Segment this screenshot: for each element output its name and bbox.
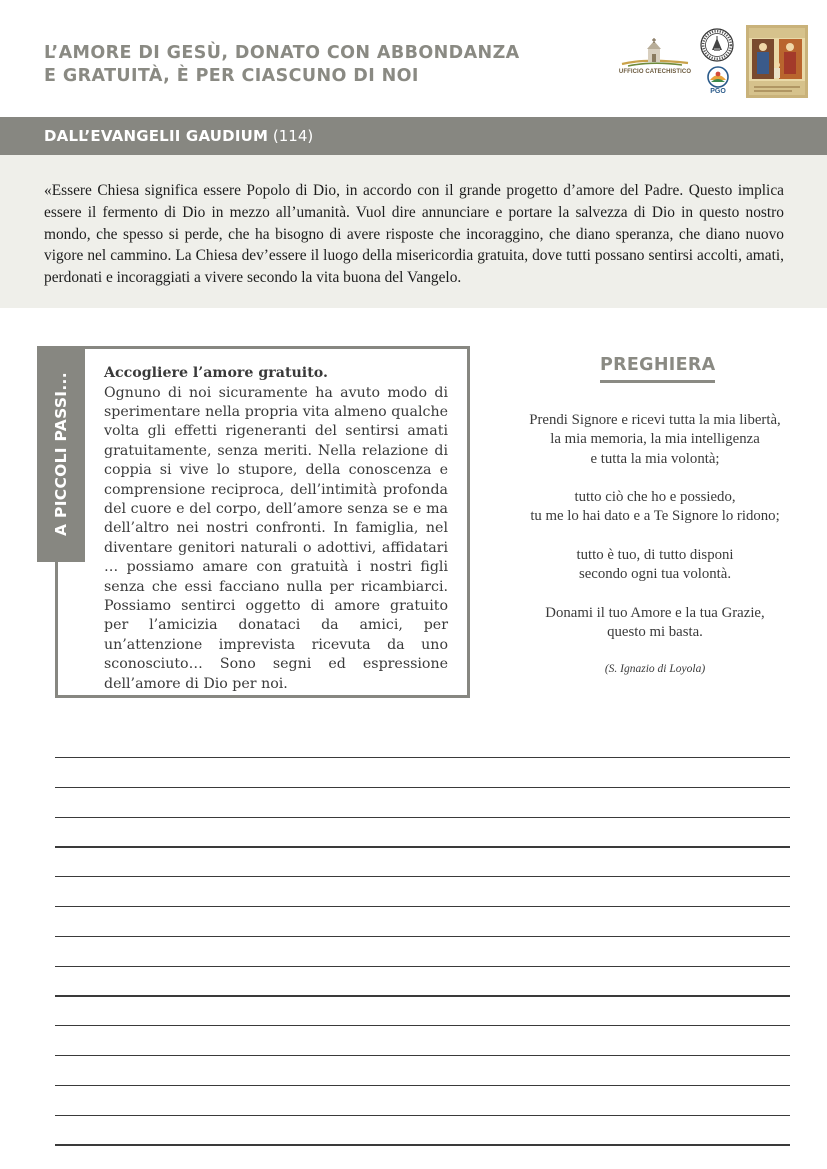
prayer-line: tutto ciò che ho e possiedo,	[574, 489, 736, 506]
writing-line	[55, 906, 790, 907]
prayer-line: Prendi Signore e ricevi tutta la mia libertà,	[529, 412, 781, 428]
writing-line	[55, 846, 790, 847]
quote-text: «Essere Chiesa significa essere Popolo di Dio, in accordo con il grande progetto d’amore del Padre. Questo implica essere il fermento di Dio in mezzo all’umanità. Vuol dire annunciare e portare la salvezza di Dio in questo nostro mondo, che spesso si perde, che ha bisogno di avere risposte che incoraggino, che diano speranza, che diano nuovo vigore nel cammino. La Chiesa dev’essere il luogo della misericordia gratuita, dove tutti possano sentirsi accolti, amati, perdonati e incoraggiati a vivere secondo la vita buona del Vangelo.	[44, 182, 784, 287]
small-steps-body: Ognuno di noi sicuramente ha avuto modo di sperimentare nella propria vita almeno qualche volta gli effetti rigeneranti del sentirsi amati gratuitamente, senza meriti. Nella relazione di coppia si vive lo stupore, della conoscenza e comprensione reciproca, dell’intimità profonda del cuore e del corpo, dell’amore senza se e ma dell’altro nei nostri confronti. In famiglia, nel diventare genitori naturali o adottivi, affidatari … possiamo amare con gratuità i nostri figli senza che essi facciano nulla per ricambiarci. Possiamo sentirci oggetto di amore gratuito per l’amicizia donataci da amici, per un’attenzione imprevista ricevuta da uno sconosciuto… Sono segni ed espressione dell’amore di Dio per noi.	[104, 384, 448, 692]
writing-line	[55, 1144, 790, 1145]
prayer-line: Donami il tuo Amore e la tua Grazie,	[545, 604, 765, 621]
writing-line	[55, 1025, 790, 1026]
small-steps-tab-label: A PICCOLI PASSI...	[52, 372, 70, 536]
logo-caption: UFFICIO CATECHISTICO	[618, 69, 692, 75]
section-title	[44, 127, 313, 145]
section-reference: (114)	[272, 127, 314, 145]
prayer-stanza	[500, 411, 810, 469]
page-title-line-2: E GRATUITÀ, È PER CIASCUNO DI NOI	[44, 66, 419, 86]
page-title	[44, 42, 564, 88]
writing-line	[55, 817, 790, 818]
small-steps-heading: Accogliere l’amore gratuito.	[104, 365, 328, 381]
prayer-line: tutto è tuo, di tutto disponi	[576, 547, 734, 564]
holy-family-painting	[746, 25, 808, 98]
prayer-title-underline	[600, 380, 715, 383]
writing-line	[55, 1085, 790, 1086]
prayer-stanza	[500, 604, 810, 643]
section-header	[0, 117, 827, 155]
ufficio-catechistico-logo	[616, 38, 694, 78]
prayer-author: (S. Ignazio di Loyola)	[604, 662, 706, 675]
prayer-line: secondo ogni tua volontà.	[578, 566, 732, 583]
section-title-text: DALL’EVANGELII GAUDIUM	[44, 127, 269, 145]
writing-line	[55, 876, 790, 877]
diocese-seal-logo	[700, 28, 734, 62]
prayer-title: PREGHIERA	[600, 355, 716, 375]
pgo-logo	[703, 66, 733, 98]
small-steps-content	[104, 364, 448, 694]
prayer-stanza	[500, 546, 810, 585]
prayer-stanza	[500, 488, 810, 527]
writing-line	[55, 995, 790, 996]
prayer-line: questo mi basta.	[607, 624, 703, 641]
prayer-line: tu me lo hai dato e a Te Signore lo ridono;	[530, 508, 780, 525]
page-title-line-1: L’AMORE DI GESÙ, DONATO CON ABBONDANZA	[44, 43, 520, 63]
writing-lines	[55, 757, 790, 1169]
writing-line	[55, 1115, 790, 1116]
prayer-line: la mia memoria, la mia intelligenza	[550, 431, 760, 448]
writing-line	[55, 787, 790, 788]
church-icon	[616, 38, 694, 70]
small-steps-tab	[37, 346, 85, 562]
prayer-line: e tutta la mia volontà;	[590, 450, 720, 467]
pgo-logo-text: PGO	[710, 88, 726, 95]
writing-line	[55, 966, 790, 967]
writing-line	[55, 757, 790, 758]
prayer-body	[500, 411, 810, 677]
writing-line	[55, 1055, 790, 1056]
writing-line	[55, 936, 790, 937]
quote-block	[0, 155, 827, 308]
